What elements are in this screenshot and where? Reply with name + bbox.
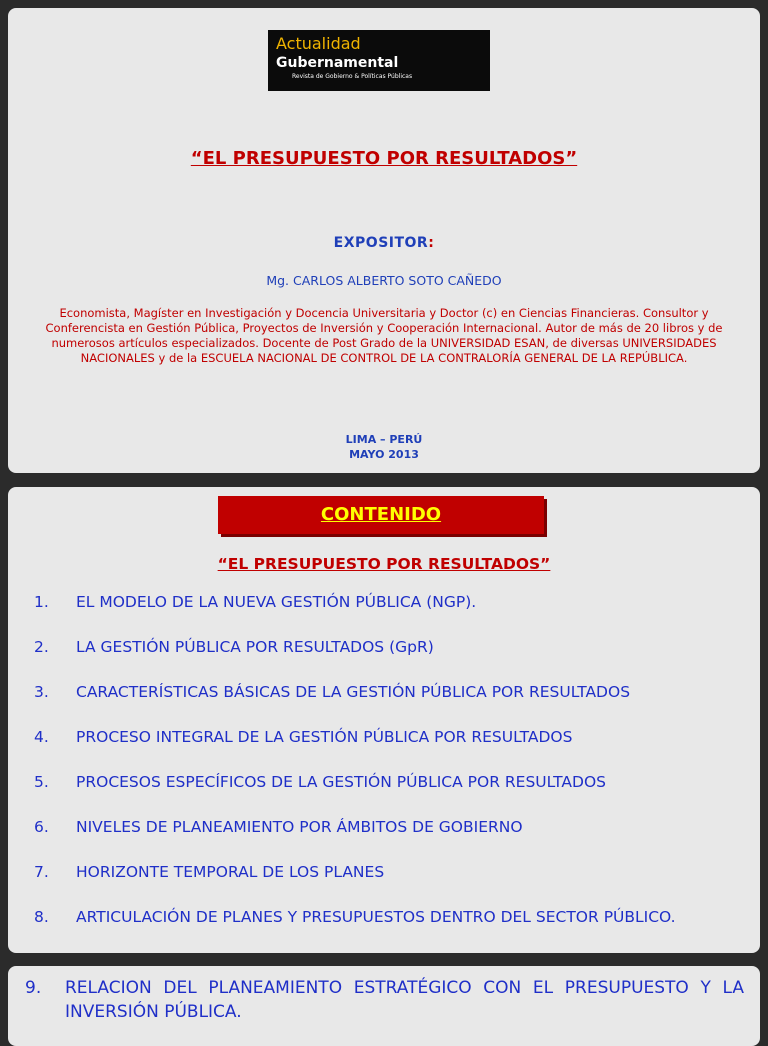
contents-banner — [218, 496, 544, 534]
toc-item-text: ARTICULACIÓN DE PLANES Y PRESUPUESTOS DENTRO DEL SECTOR PÚBLICO. — [76, 908, 676, 926]
toc-item-text: HORIZONTE TEMPORAL DE LOS PLANES — [76, 863, 385, 881]
toc-item-number: 8. — [34, 908, 49, 926]
toc-item-text: CARACTERÍSTICAS BÁSICAS DE LA GESTIÓN PÚBLICA POR RESULTADOS — [76, 683, 631, 701]
table-of-contents — [34, 591, 732, 951]
logo-line-1: Actualidad — [276, 34, 361, 53]
toc-item-text: PROCESO INTEGRAL DE LA GESTIÓN PÚBLICA POR RESULTADOS — [76, 728, 573, 746]
toc-item-text: EL MODELO DE LA NUEVA GESTIÓN PÚBLICA (NGP). — [76, 593, 477, 611]
toc-item-text: RELACION DEL PLANEAMIENTO ESTRATÉGICO CON EL PRESUPUESTO Y LA INVERSIÓN PÚBLICA. — [65, 978, 744, 1022]
logo-tagline: Revista de Gobierno & Políticas Públicas — [292, 73, 413, 80]
toc-item-number: 5. — [34, 773, 49, 791]
contents-subtitle: “EL PRESUPUESTO POR RESULTADOS” — [217, 555, 551, 573]
expositor-heading — [8, 235, 760, 251]
slide-cover — [8, 8, 760, 473]
location-date — [8, 432, 760, 462]
publication-logo — [268, 30, 490, 91]
toc-item-number: 3. — [34, 683, 49, 701]
toc-item — [34, 816, 732, 861]
toc-item-text: LA GESTIÓN PÚBLICA POR RESULTADOS (GpR) — [76, 638, 434, 656]
logo-line-2: Gubernamental — [276, 55, 399, 71]
toc-item-number: 4. — [34, 728, 49, 746]
date: MAYO 2013 — [349, 448, 419, 461]
expositor-bio: Economista, Magíster en Investigación y Docencia Universitaria y Doctor (c) en Ciencias Financieras. Consultor y Conferencista en Gestión Pública, Proyectos de Inversión y Cooperación Internacional. Autor de más de 20 libros y de numerosos artículos especializados. Docente de Post Grado de la UNIVERSIDAD ESAN, de diversas UNIVERSIDADES NACIONALES y de la ESCUELA NACIONAL DE CONTROL DE LA CONTRALORÍA GENERAL DE LA REPÚBLICA. — [45, 306, 723, 365]
toc-item — [34, 906, 732, 951]
presentation-title: “EL PRESUPUESTO POR RESULTADOS” — [190, 148, 578, 169]
toc-item-number: 7. — [34, 863, 49, 881]
toc-item-number: 9. — [25, 978, 42, 998]
toc-item — [34, 636, 732, 681]
expositor-name: Mg. CARLOS ALBERTO SOTO CAÑEDO — [266, 273, 502, 288]
toc-item-number: 2. — [34, 638, 49, 656]
expositor-colon: : — [428, 235, 435, 251]
slide-contents — [8, 487, 760, 953]
slide-contents-continued — [8, 966, 760, 1046]
toc-item-number: 6. — [34, 818, 49, 836]
location: LIMA – PERÚ — [345, 433, 423, 446]
toc-item — [25, 976, 744, 1024]
toc-item — [34, 771, 732, 816]
contents-banner-label: CONTENIDO — [320, 504, 442, 525]
toc-item-text: PROCESOS ESPECÍFICOS DE LA GESTIÓN PÚBLICA POR RESULTADOS — [76, 773, 606, 791]
toc-item — [34, 591, 732, 636]
toc-item — [34, 861, 732, 906]
toc-item — [34, 726, 732, 771]
toc-item — [34, 681, 732, 726]
toc-item-text: NIVELES DE PLANEAMIENTO POR ÁMBITOS DE GOBIERNO — [76, 818, 523, 836]
expositor-label: EXPOSITOR — [333, 235, 429, 251]
toc-item-number: 1. — [34, 593, 49, 611]
